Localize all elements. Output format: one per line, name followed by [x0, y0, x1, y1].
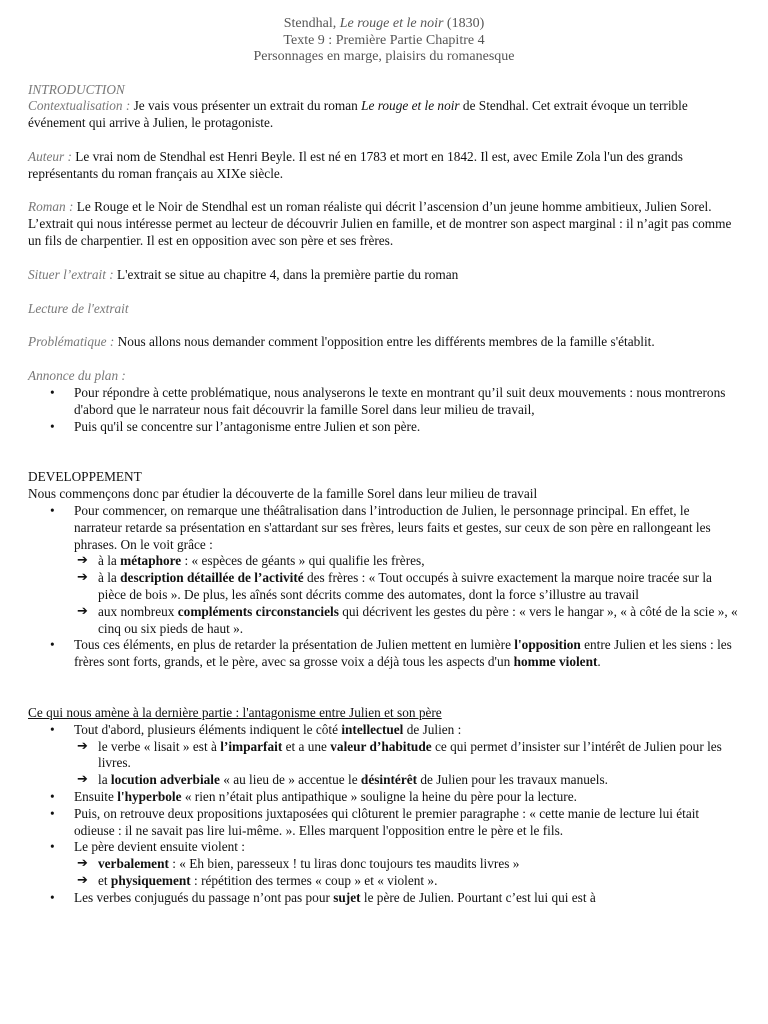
problematique-paragraph: Problématique : Nous allons nous demander comment l'opposition entre les différents membres de la famille s'établit.	[28, 334, 655, 350]
dev-bullet-1: • Pour commencer, on remarque une théâtralisation dans l’introduction de Julien, le personnage principal. En effet, le narrateur retarde sa présentation en s'attardant sur ses frères, leurs faits et gestes, sur ceux de son père en rallongeant les phrases. On le voit grâce : ➔ à la métaphore : « espèces de géants » qui qualifie les frères, ➔ à la description détaillée de l’activité des frères : « Tout occupés à suivre exactement la marque noire tracée sur la pièce de bois ». De plus, les aînés sont décrits comme des automates, dont la force s’illustre au travail ➔ aux nombreux compléments circonstanciels qui décrivent les gestes du père : « vers le hangar », « à côté de la scie », « cinq ou six pieds de haut ».	[28, 503, 740, 637]
dev-bullet-2: • Tous ces éléments, en plus de retarder la présentation de Julien mettent en lumière l'opposition entre Julien et les siens : les frères sont forts, grands, et le père, avec sa grosse voix a déjà tous les aspects d'un homme violent.	[28, 637, 740, 671]
header-line-3: Personnages en marge, plaisirs du romanesque	[253, 49, 515, 64]
part2-bullet-1: • Tout d'abord, plusieurs éléments indiquent le côté intellectuel de Julien : ➔ le verbe « lisait » est à l’imparfait et a une valeur d’habitude ce qui permet d’insister sur l’intérêt de Julien pour les livres. ➔ la locution adverbiale « au lieu de » accentue le désintérêt de Julien pour les travaux manuels.	[28, 722, 740, 789]
arrow-right-icon: ➔	[77, 603, 88, 619]
part2-arrow-list-1	[74, 739, 740, 789]
dev-intro: Nous commençons donc par étudier la découverte de la famille Sorel dans leur milieu de travail	[28, 486, 538, 502]
dev-arrow-item-2: ➔ à la description détaillée de l’activité des frères : « Tout occupés à suivre exactement la marque noire tracée sur la pièce de bois ». De plus, les aînés sont décrits comme des automates, dont la force s’illustre au travail	[77, 570, 712, 603]
arrow-right-icon: ➔	[77, 570, 88, 586]
part2-arrow-item-1: ➔ le verbe « lisait » est à l’imparfait et a une valeur d’habitude ce qui permet d’insister sur l’intérêt de Julien pour les livres.	[77, 738, 722, 771]
dev-arrow-item-1: ➔ à la métaphore : « espèces de géants » qui qualifie les frères,	[77, 553, 425, 569]
part2-arrow-list-2	[74, 856, 740, 890]
dev-arrow-item-3: ➔ aux nombreux compléments circonstanciels qui décrivent les gestes du père : « vers le hangar », « à côté de la scie », « cinq ou six pieds de haut ».	[77, 603, 738, 636]
situer-paragraph: Situer l’extrait : L'extrait se situe au chapitre 4, dans la première partie du roman	[28, 266, 459, 282]
auteur-paragraph: Auteur : Le vrai nom de Stendhal est Henri Beyle. Il est né en 1783 et mort en 1842. Il est, avec Emile Zola l'un des grands représentants du roman français au XIXe siècle.	[28, 148, 683, 181]
dev-list	[28, 503, 740, 671]
plan-item-2: • Puis qu'il se concentre sur l’antagonisme entre Julien et son père.	[28, 419, 740, 436]
document-page	[28, 16, 740, 907]
header-line-2: Texte 9 : Première Partie Chapitre 4	[283, 32, 485, 48]
arrow-right-icon: ➔	[77, 553, 88, 569]
arrow-right-icon: ➔	[77, 856, 88, 872]
part2-bullet-3: • Puis, on retrouve deux propositions juxtaposées qui clôturent le premier paragraphe : « cette manie de lecture lui était odieuse : il ne savait pas lire lui-même. ». Elles marquent l'opposition entre le père et le fils.	[28, 806, 740, 840]
part2-bullet-4: • Le père devient ensuite violent : ➔ verbalement : « Eh bien, paresseux ! tu liras donc toujours tes maudits livres » ➔ et physiquement : répétition des termes « coup » et « violent ».	[28, 839, 740, 889]
arrow-right-icon: ➔	[77, 738, 88, 754]
dev-arrow-list	[74, 553, 740, 637]
roman-paragraph: Roman : Le Rouge et le Noir de Stendhal est un roman réaliste qui décrit l’ascension d’un jeune homme ambitieux, Julien Sorel. L’extrait qui nous intéresse permet au lecteur de découvrir Julien en famille, et de montrer son aspect marginal : il n’agit pas comme un fils de charpentier. Il est en opposition avec son père et ses frères.	[28, 199, 732, 249]
part2-arrow-item-2: ➔ la locution adverbiale « au lieu de » accentue le désintérêt de Julien pour les travaux manuels.	[77, 772, 608, 788]
document-header	[28, 16, 740, 66]
part2-heading: Ce qui nous amène à la dernière partie : l'antagonisme entre Julien et son père	[28, 705, 442, 721]
context-paragraph: Contextualisation : Je vais vous présenter un extrait du roman Le rouge et le noir de Stendhal. Cet extrait évoque un terrible événement qui arrive à Julien, le protagoniste.	[28, 98, 688, 131]
arrow-right-icon: ➔	[77, 772, 88, 788]
part2-arrow-item-4: ➔ et physiquement : répétition des termes « coup » et « violent ».	[77, 872, 438, 888]
plan-item-1: • Pour répondre à cette problématique, nous analyserons le texte en montrant qu’il suit deux mouvements : nous montrerons d'abord que le narrateur nous fait découvrir la famille Sorel dans leur milieu de travail,	[28, 385, 740, 419]
plan-label: Annonce du plan :	[28, 368, 126, 384]
arrow-right-icon: ➔	[77, 872, 88, 888]
part2-bullet-2: • Ensuite l'hyperbole « rien n’était plus antipathique » souligne la heine du père pour la lecture.	[28, 789, 740, 806]
plan-list	[28, 385, 740, 435]
part2-bullet-5: • Les verbes conjugués du passage n’ont pas pour sujet le père de Julien. Pourtant c’est lui qui est à	[28, 890, 740, 907]
lecture-label: Lecture de l'extrait	[28, 300, 129, 316]
part2-list	[28, 722, 740, 907]
part2-arrow-item-3: ➔ verbalement : « Eh bien, paresseux ! tu liras donc toujours tes maudits livres »	[77, 856, 520, 872]
intro-heading: INTRODUCTION	[28, 81, 125, 97]
dev-heading: DEVELOPPEMENT	[28, 469, 142, 485]
header-line-1: Stendhal, Le rouge et le noir (1830)	[283, 16, 485, 31]
